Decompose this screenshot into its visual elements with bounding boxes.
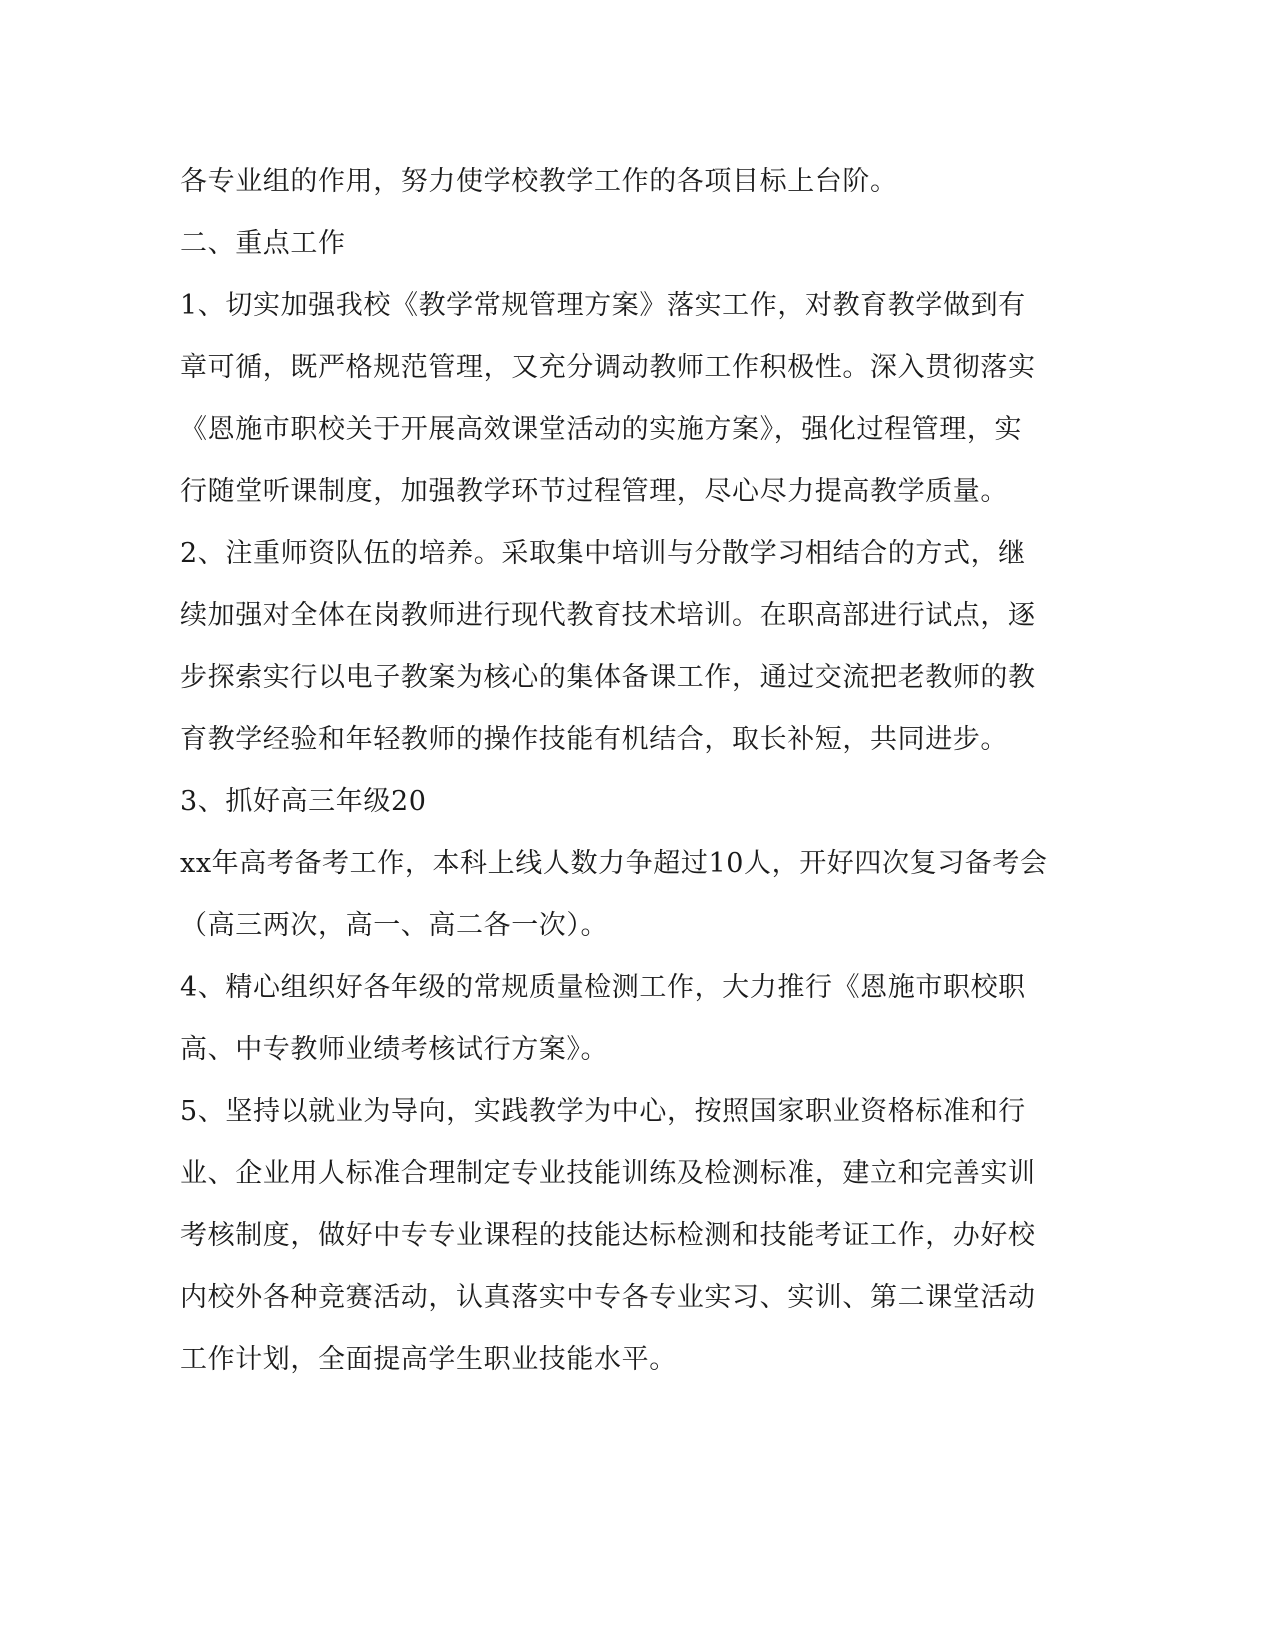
text-line: 工作计划，全面提高学生职业技能水平。	[180, 1344, 677, 1375]
text-line: 考核制度，做好中专专业课程的技能达标检测和技能考证工作，办好校	[180, 1220, 1036, 1251]
text-line: 章可循，既严格规范管理，又充分调动教师工作积极性。深入贯彻落实	[180, 352, 1036, 383]
text-line: 行随堂听课制度，加强教学环节过程管理，尽心尽力提高教学质量。	[180, 476, 1008, 507]
text-line: 高、中专教师业绩考核试行方案》。	[180, 1034, 609, 1065]
text-line: 3、抓好高三年级20	[180, 786, 427, 817]
text-line: 1、切实加强我校《教学常规管理方案》落实工作，对教育教学做到有	[180, 290, 1026, 321]
text-line: 续加强对全体在岗教师进行现代教育技术培训。在职高部进行试点，逐	[180, 600, 1036, 631]
text-line: 4、精心组织好各年级的常规质量检测工作，大力推行《恩施市职校职	[180, 972, 1026, 1003]
section-heading: 二、重点工作	[180, 228, 346, 259]
document-body	[180, 151, 1060, 1391]
text-line: 内校外各种竞赛活动，认真落实中专各专业实习、实训、第二课堂活动	[180, 1282, 1036, 1313]
text-line: xx年高考备考工作，本科上线人数力争超过10人，开好四次复习备考会	[180, 848, 1048, 879]
text-line: 2、注重师资队伍的培养。采取集中培训与分散学习相结合的方式，继	[180, 538, 1026, 569]
text-line: 5、坚持以就业为导向，实践教学为中心，按照国家职业资格标准和行	[180, 1096, 1026, 1127]
text-line: 《恩施市职校关于开展高效课堂活动的实施方案》，强化过程管理，实	[180, 414, 1023, 445]
text-line: 步探索实行以电子教案为核心的集体备课工作，通过交流把老教师的教	[180, 662, 1036, 693]
text-line: 各专业组的作用，努力使学校教学工作的各项目标上台阶。	[180, 166, 898, 197]
text-line: 业、企业用人标准合理制定专业技能训练及检测标准，建立和完善实训	[180, 1158, 1036, 1189]
text-line: 育教学经验和年轻教师的操作技能有机结合，取长补短，共同进步。	[180, 724, 1008, 755]
text-line: （高三两次，高一、高二各一次）。	[180, 910, 609, 941]
